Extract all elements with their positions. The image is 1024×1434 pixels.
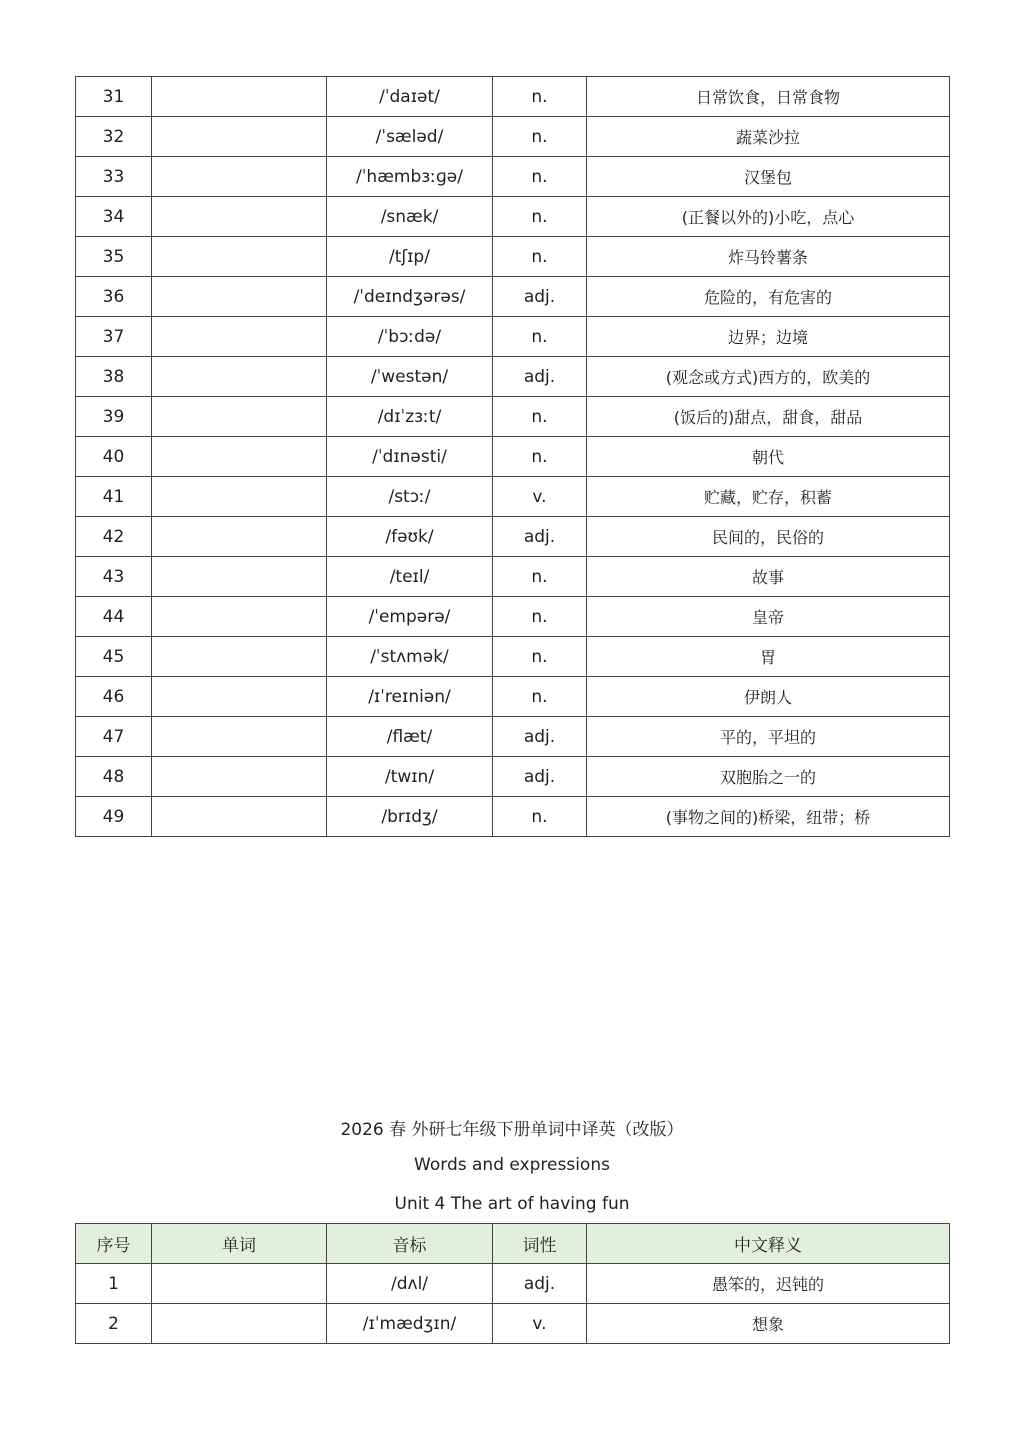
vocab-table-body xyxy=(76,77,950,837)
table-row xyxy=(76,757,950,797)
part-of-speech-cell: n. xyxy=(493,797,587,837)
part-of-speech-cell: v. xyxy=(493,477,587,517)
chinese-meaning-cell: 汉堡包 xyxy=(587,157,950,197)
part-of-speech-cell: n. xyxy=(493,77,587,117)
word-blank-cell[interactable] xyxy=(152,637,327,677)
table-row xyxy=(76,597,950,637)
row-number: 42 xyxy=(76,517,152,557)
part-of-speech-cell: n. xyxy=(493,317,587,357)
row-number: 31 xyxy=(76,77,152,117)
word-blank-cell[interactable] xyxy=(152,557,327,597)
chinese-meaning-cell: 想象 xyxy=(587,1304,950,1344)
table-row xyxy=(76,557,950,597)
phonetic-cell: /ɪˈreɪniən/ xyxy=(327,677,493,717)
phonetic-cell: /flæt/ xyxy=(327,717,493,757)
chinese-meaning-cell: 伊朗人 xyxy=(587,677,950,717)
word-blank-cell[interactable] xyxy=(152,477,327,517)
chinese-meaning-cell: 危险的，有危害的 xyxy=(587,277,950,317)
word-blank-cell[interactable] xyxy=(152,1264,327,1304)
chinese-meaning-cell: 民间的，民俗的 xyxy=(587,517,950,557)
chinese-meaning-cell: (事物之间的)桥梁，纽带；桥 xyxy=(587,797,950,837)
chinese-meaning-cell: (正餐以外的)小吃，点心 xyxy=(587,197,950,237)
chinese-meaning-cell: 故事 xyxy=(587,557,950,597)
word-blank-cell[interactable] xyxy=(152,397,327,437)
chinese-meaning-cell: (观念或方式)西方的，欧美的 xyxy=(587,357,950,397)
row-number: 49 xyxy=(76,797,152,837)
word-blank-cell[interactable] xyxy=(152,357,327,397)
part-of-speech-cell: adj. xyxy=(493,757,587,797)
chinese-meaning-cell: 愚笨的，迟钝的 xyxy=(587,1264,950,1304)
phonetic-cell: /ˈdaɪət/ xyxy=(327,77,493,117)
phonetic-cell: /ˈempərə/ xyxy=(327,597,493,637)
chinese-meaning-cell: (饭后的)甜点，甜食，甜品 xyxy=(587,397,950,437)
part-of-speech-cell: n. xyxy=(493,157,587,197)
part-of-speech-cell: n. xyxy=(493,597,587,637)
word-blank-cell[interactable] xyxy=(152,237,327,277)
phonetic-cell: /ˈstʌmək/ xyxy=(327,637,493,677)
phonetic-cell: /teɪl/ xyxy=(327,557,493,597)
table-row xyxy=(76,797,950,837)
vocab-table-continued xyxy=(75,76,950,837)
table-row xyxy=(76,1304,950,1344)
chinese-meaning-cell: 边界；边境 xyxy=(587,317,950,357)
phonetic-cell: /ˈhæmbɜːɡə/ xyxy=(327,157,493,197)
table-row xyxy=(76,157,950,197)
table-row xyxy=(76,1264,950,1304)
phonetic-cell: /dʌl/ xyxy=(327,1264,493,1304)
table-row xyxy=(76,317,950,357)
word-blank-cell[interactable] xyxy=(152,157,327,197)
chinese-meaning-cell: 炸马铃薯条 xyxy=(587,237,950,277)
row-number: 39 xyxy=(76,397,152,437)
word-blank-cell[interactable] xyxy=(152,77,327,117)
row-number: 47 xyxy=(76,717,152,757)
word-blank-cell[interactable] xyxy=(152,117,327,157)
phonetic-cell: /ˈbɔːdə/ xyxy=(327,317,493,357)
row-number: 45 xyxy=(76,637,152,677)
document-title: 2026 春 外研七年级下册单词中译英（改版） xyxy=(340,1120,684,1140)
row-number: 36 xyxy=(76,277,152,317)
phonetic-cell: /twɪn/ xyxy=(327,757,493,797)
part-of-speech-cell: adj. xyxy=(493,277,587,317)
row-number: 32 xyxy=(76,117,152,157)
table-header-row xyxy=(76,1224,950,1264)
word-blank-cell[interactable] xyxy=(152,677,327,717)
table-row xyxy=(76,397,950,437)
row-number: 41 xyxy=(76,477,152,517)
header-chinese-meaning: 中文释义 xyxy=(587,1224,950,1264)
table-row xyxy=(76,637,950,677)
word-blank-cell[interactable] xyxy=(152,437,327,477)
chinese-meaning-cell: 双胞胎之一的 xyxy=(587,757,950,797)
row-number: 43 xyxy=(76,557,152,597)
phonetic-cell: /ˈdeɪndʒərəs/ xyxy=(327,277,493,317)
chinese-meaning-cell: 皇帝 xyxy=(587,597,950,637)
phonetic-cell: /ˈsæləd/ xyxy=(327,117,493,157)
header-word: 单词 xyxy=(152,1224,327,1264)
chinese-meaning-cell: 贮藏，贮存，积蓄 xyxy=(587,477,950,517)
row-number: 34 xyxy=(76,197,152,237)
part-of-speech-cell: adj. xyxy=(493,517,587,557)
vocab-table-body xyxy=(76,1264,950,1344)
row-number: 44 xyxy=(76,597,152,637)
part-of-speech-cell: n. xyxy=(493,677,587,717)
part-of-speech-cell: n. xyxy=(493,557,587,597)
part-of-speech-cell: adj. xyxy=(493,1264,587,1304)
word-blank-cell[interactable] xyxy=(152,597,327,637)
vocab-table-unit-4 xyxy=(75,1223,950,1344)
row-number: 2 xyxy=(76,1304,152,1344)
row-number: 46 xyxy=(76,677,152,717)
phonetic-cell: /snæk/ xyxy=(327,197,493,237)
table-row xyxy=(76,277,950,317)
word-blank-cell[interactable] xyxy=(152,797,327,837)
phonetic-cell: /brɪdʒ/ xyxy=(327,797,493,837)
chinese-meaning-cell: 朝代 xyxy=(587,437,950,477)
word-blank-cell[interactable] xyxy=(152,277,327,317)
table-row xyxy=(76,117,950,157)
table-row xyxy=(76,197,950,237)
chinese-meaning-cell: 蔬菜沙拉 xyxy=(587,117,950,157)
chinese-meaning-cell: 平的，平坦的 xyxy=(587,717,950,757)
phonetic-cell: /stɔː/ xyxy=(327,477,493,517)
row-number: 33 xyxy=(76,157,152,197)
word-blank-cell[interactable] xyxy=(152,317,327,357)
part-of-speech-cell: v. xyxy=(493,1304,587,1344)
row-number: 1 xyxy=(76,1264,152,1304)
header-part-of-speech: 词性 xyxy=(493,1224,587,1264)
table-row xyxy=(76,237,950,277)
phonetic-cell: /tʃɪp/ xyxy=(327,237,493,277)
row-number: 40 xyxy=(76,437,152,477)
word-blank-cell[interactable] xyxy=(152,1304,327,1344)
table-row xyxy=(76,357,950,397)
part-of-speech-cell: n. xyxy=(493,197,587,237)
word-blank-cell[interactable] xyxy=(152,197,327,237)
header-phonetic: 音标 xyxy=(327,1224,493,1264)
table-row xyxy=(76,717,950,757)
header-number: 序号 xyxy=(76,1224,152,1264)
row-number: 35 xyxy=(76,237,152,277)
part-of-speech-cell: n. xyxy=(493,397,587,437)
chinese-meaning-cell: 胃 xyxy=(587,637,950,677)
word-blank-cell[interactable] xyxy=(152,517,327,557)
table-row xyxy=(76,677,950,717)
table-row xyxy=(76,437,950,477)
table-row xyxy=(76,477,950,517)
phonetic-cell: /dɪˈzɜːt/ xyxy=(327,397,493,437)
row-number: 48 xyxy=(76,757,152,797)
word-blank-cell[interactable] xyxy=(152,757,327,797)
phonetic-cell: /ˈdɪnəsti/ xyxy=(327,437,493,477)
row-number: 38 xyxy=(76,357,152,397)
unit-title: Unit 4 The art of having fun xyxy=(394,1194,630,1214)
table-row xyxy=(76,77,950,117)
row-number: 37 xyxy=(76,317,152,357)
word-blank-cell[interactable] xyxy=(152,717,327,757)
part-of-speech-cell: n. xyxy=(493,437,587,477)
part-of-speech-cell: n. xyxy=(493,237,587,277)
phonetic-cell: /fəʊk/ xyxy=(327,517,493,557)
table-row xyxy=(76,517,950,557)
part-of-speech-cell: adj. xyxy=(493,717,587,757)
part-of-speech-cell: n. xyxy=(493,637,587,677)
part-of-speech-cell: n. xyxy=(493,117,587,157)
phonetic-cell: /ɪˈmædʒɪn/ xyxy=(327,1304,493,1344)
chinese-meaning-cell: 日常饮食，日常食物 xyxy=(587,77,950,117)
phonetic-cell: /ˈwestən/ xyxy=(327,357,493,397)
part-of-speech-cell: adj. xyxy=(493,357,587,397)
document-subtitle: Words and expressions xyxy=(414,1155,610,1175)
